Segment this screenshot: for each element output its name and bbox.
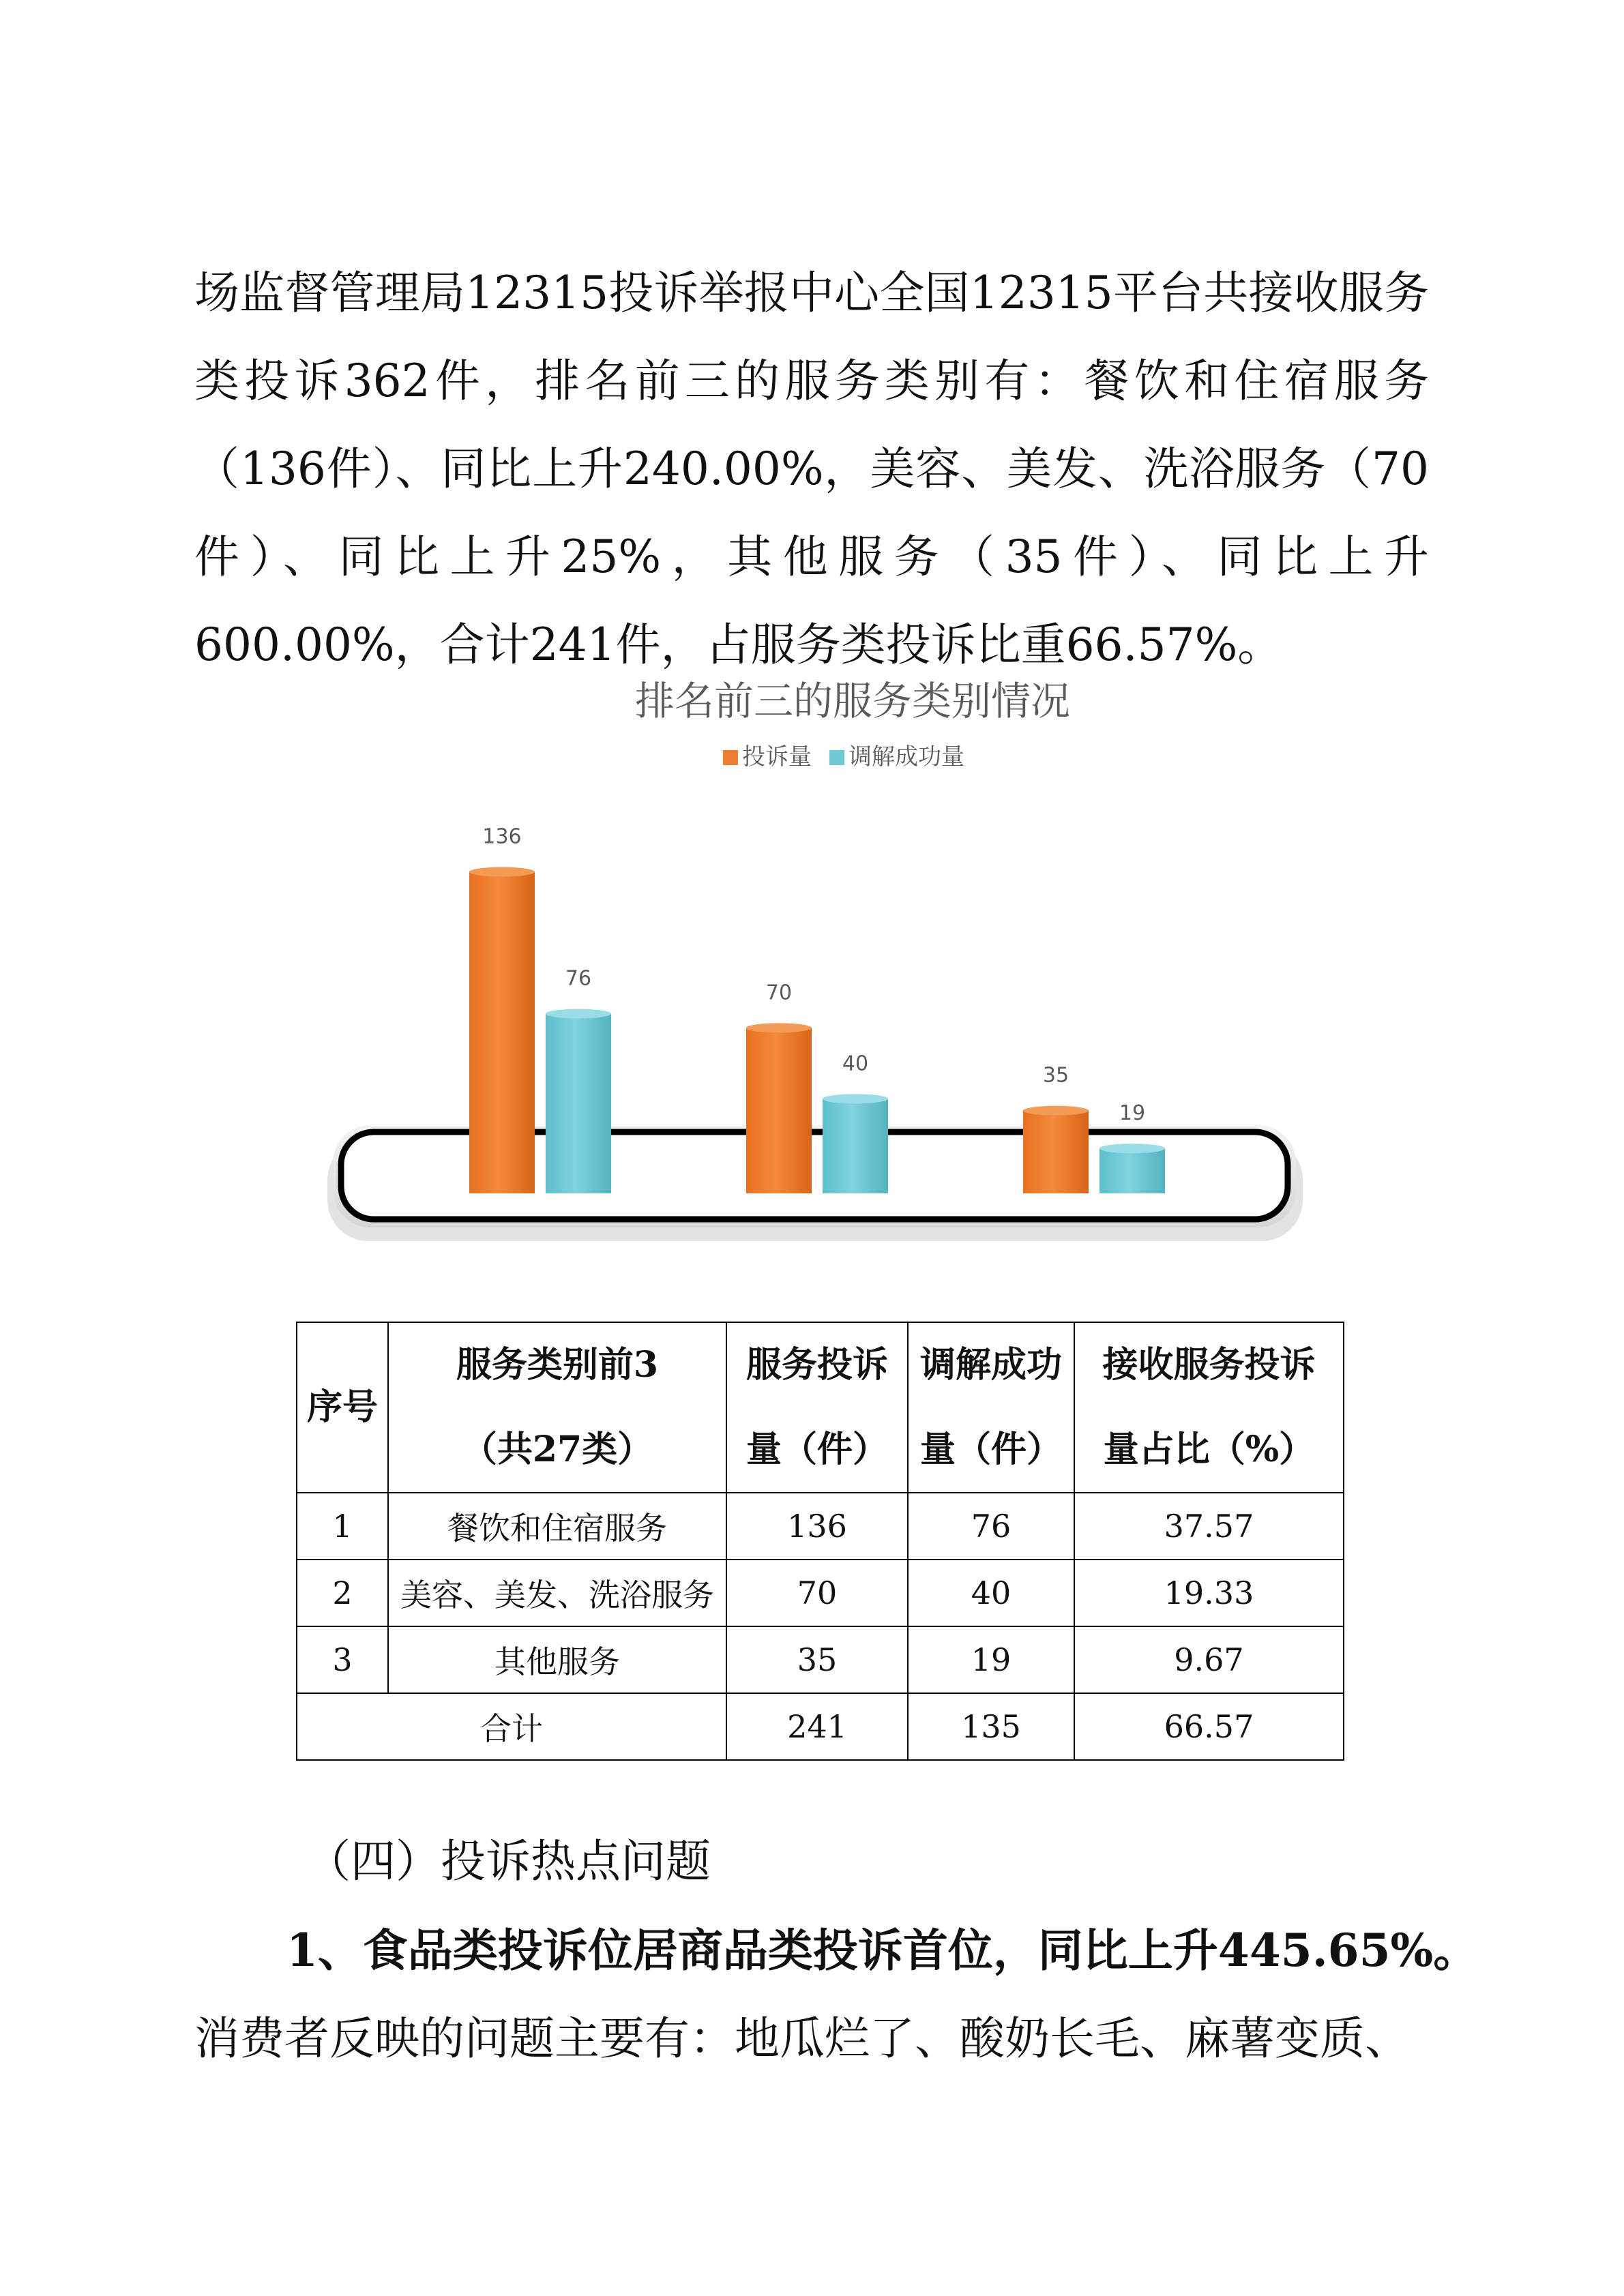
row-mediated: 76 (908, 1493, 1074, 1560)
legend-label: 调解成功量 (848, 743, 964, 771)
row-index: 3 (297, 1626, 388, 1693)
row-category: 美容、美发、洗浴服务 (388, 1560, 726, 1626)
header-mediated-line2: 量（件） (919, 1429, 1062, 1470)
chart-legend (723, 743, 964, 771)
header-mediated (908, 1322, 1074, 1493)
header-complaints-line1: 服务投诉 (745, 1344, 888, 1386)
total-share: 66.57 (1074, 1693, 1344, 1760)
intro-paragraph: 场监督管理局12315投诉举报中心全国12315平台共接收服务类投诉362件，排名前三的服务类别有：餐饮和住宿服务（136件）、同比上升240.00%，美容、美发、洗浴服务（70件）、同比上升25%，其他服务（35件）、同比上升600.00%，合计241件，占服务类投诉比重66.57%。 (194, 267, 1429, 671)
chart-title: 排名前三的服务类别情况 (634, 678, 1071, 724)
row-category: 其他服务 (388, 1626, 726, 1693)
legend-swatch (723, 750, 738, 765)
chart-bar (1099, 1148, 1165, 1193)
row-category: 餐饮和住宿服务 (388, 1493, 726, 1560)
chart-bar-cap (823, 1094, 888, 1103)
legend-swatch (829, 750, 844, 765)
row-share: 19.33 (1074, 1560, 1344, 1626)
chart-data-label: 19 (1119, 1101, 1146, 1126)
hot-issue-text: 消费者反映的问题主要有：地瓜烂了、酸奶长毛、麻薯变质、 (194, 2012, 1410, 2065)
row-index: 1 (297, 1493, 388, 1560)
section-heading: （四）投诉热点问题 (306, 1835, 711, 1888)
header-category-line2: （共27类） (461, 1429, 653, 1470)
row-index: 2 (297, 1560, 388, 1626)
row-share: 37.57 (1074, 1493, 1344, 1560)
service-category-table (296, 1322, 1344, 1761)
chart-bar (746, 1028, 812, 1193)
table-header-row (297, 1322, 1344, 1493)
legend-label: 投诉量 (742, 743, 812, 771)
header-category-line1: 服务类别前3 (456, 1344, 659, 1386)
chart-bar-cap (746, 1023, 812, 1032)
row-complaints: 35 (726, 1626, 908, 1693)
total-complaints: 241 (726, 1693, 908, 1760)
chart-bar (546, 1014, 611, 1193)
table-row (297, 1560, 1344, 1626)
total-label: 合计 (297, 1693, 726, 1760)
chart-bar-cap (546, 1009, 611, 1019)
chart-data-label: 40 (842, 1052, 869, 1076)
chart-bar-cap (469, 867, 535, 877)
header-mediated-line1: 调解成功 (919, 1344, 1062, 1386)
header-category (388, 1322, 726, 1493)
header-complaints-line2: 量（件） (745, 1429, 888, 1470)
header-share-line2: 量占比（%） (1103, 1429, 1315, 1470)
chart-bar-cap (1023, 1106, 1089, 1116)
row-mediated: 40 (908, 1560, 1074, 1626)
total-mediated: 135 (908, 1693, 1074, 1760)
chart-bar (1023, 1111, 1089, 1193)
chart-data-label: 35 (1042, 1063, 1069, 1088)
service-category-chart (321, 668, 1316, 1268)
table-row (297, 1626, 1344, 1693)
table-total-row (297, 1693, 1344, 1760)
chart-data-label: 136 (482, 824, 522, 849)
chart-bar (469, 872, 535, 1193)
chart-bar-cap (1099, 1144, 1165, 1153)
chart-data-label: 76 (565, 966, 592, 991)
row-mediated: 19 (908, 1626, 1074, 1693)
header-complaints (726, 1322, 908, 1493)
table-row (297, 1493, 1344, 1560)
hot-issue-title: 1、食品类投诉位居商品类投诉首位，同比上升445.65%。 (286, 1924, 1479, 1977)
header-share (1074, 1322, 1344, 1493)
header-index: 序号 (297, 1322, 388, 1493)
chart-bar (823, 1099, 888, 1193)
row-complaints: 136 (726, 1493, 908, 1560)
row-complaints: 70 (726, 1560, 908, 1626)
header-share-line1: 接收服务投诉 (1102, 1344, 1316, 1386)
row-share: 9.67 (1074, 1626, 1344, 1693)
chart-data-label: 70 (765, 981, 793, 1005)
